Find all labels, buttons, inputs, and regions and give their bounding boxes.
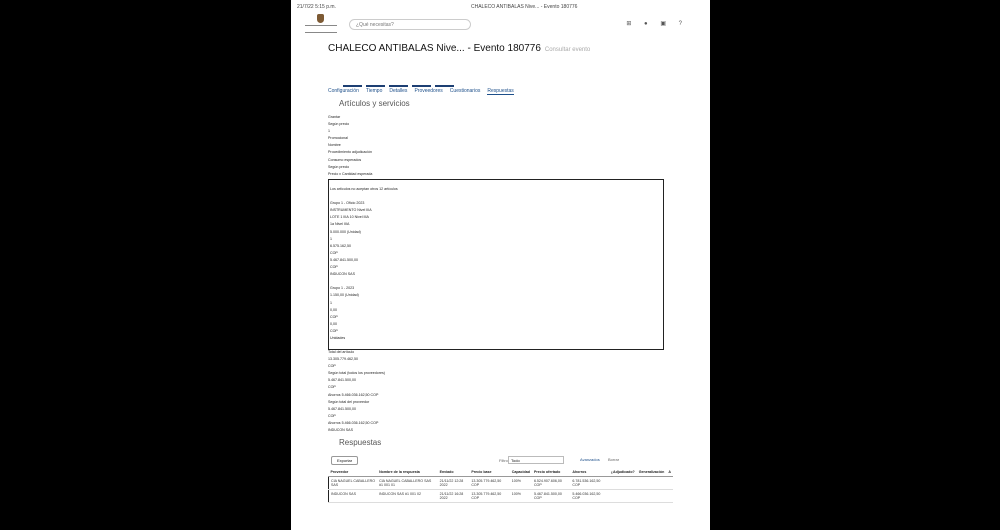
text-line: INSTRUMENTO Nivel IIIA: [330, 208, 372, 213]
table-cell: 100%: [510, 477, 532, 490]
progress-step: [412, 85, 431, 87]
table-cell: [609, 477, 637, 490]
table-cell: CIA NAGUEL CABALLERO SAS #1 001 01: [377, 477, 438, 490]
text-line: Según precio: [328, 122, 350, 127]
table-cell: [666, 477, 673, 490]
text-line: Según total del proveedor: [328, 399, 370, 404]
text-line: COP: [330, 265, 338, 270]
text-line: Precio x Cantidad esperada: [328, 171, 373, 176]
column-header[interactable]: Precio base: [469, 468, 509, 477]
tab-cuestionarios[interactable]: Cuestionarios: [449, 88, 481, 94]
tab-detalles[interactable]: Detalles: [389, 88, 408, 94]
table-cell: 6.781.536.162,50 COP: [570, 477, 608, 490]
text-line: Según total (todos los proveedores): [328, 371, 385, 376]
progress-step: [389, 85, 408, 87]
search-input[interactable]: ¿Qué necesitas?: [349, 19, 471, 30]
progress-step: [435, 85, 454, 87]
text-line: COP: [328, 413, 336, 418]
help-icon[interactable]: ?: [678, 21, 682, 27]
table-cell: [637, 477, 667, 490]
text-line: 5.000.000 (Unidad): [330, 229, 361, 234]
tab-proveedores[interactable]: Proveedores: [414, 88, 443, 94]
text-line: 5.467.841.500,00: [328, 378, 356, 383]
text-line: Nombre: [328, 143, 341, 148]
table-cell[interactable]: CIA NAGUEL CABALLERO SAS: [329, 477, 378, 490]
table-cell: [637, 490, 667, 503]
text-line: 13.305.779.462,50: [328, 357, 358, 362]
text-line: COP: [328, 364, 336, 369]
articles-detail-box: [328, 179, 664, 350]
header-icons: [615, 20, 682, 27]
column-header[interactable]: Generalización: [637, 468, 667, 477]
table-cell: 21/11/22 12:28 2022: [438, 477, 470, 490]
table-cell: 21/11/22 16:28 2022: [438, 490, 470, 503]
text-line: COP: [328, 385, 336, 390]
text-line: COP: [330, 328, 338, 333]
table-cell: 5.467.841.500,00 COP: [532, 490, 570, 503]
text-line: COP: [330, 250, 338, 255]
text-line: 5.467.841.500,00: [328, 406, 356, 411]
text-line: 1: [328, 129, 330, 134]
text-line: Grupo 1 - Oficio 2023: [330, 201, 365, 206]
organization-logo[interactable]: [305, 14, 337, 32]
page-subtitle[interactable]: Consultar evento: [544, 47, 591, 53]
text-line: 1: [330, 236, 332, 241]
table-cell: INDUCON SAS #1 001 02: [377, 490, 438, 503]
advanced-button[interactable]: Avanzados: [580, 457, 600, 462]
table-cell: 13.305.779.462,50 COP: [469, 490, 509, 503]
text-line: Los artículos no aceptan otros 12 artículos: [330, 187, 398, 191]
text-line: Ahorros 5.466.036.162,50 COP: [328, 420, 379, 425]
column-header[interactable]: Nombre de la respuesta: [377, 468, 438, 477]
filter-select[interactable]: Todo: [508, 456, 564, 464]
table-cell: 100%: [510, 490, 532, 503]
table-cell: 13.305.779.462,50 COP: [469, 477, 509, 490]
table-cell[interactable]: INDUCON SAS: [329, 490, 378, 503]
responses-heading: Respuestas: [339, 438, 382, 447]
text-line: Consumo esperados: [328, 157, 362, 162]
cart-icon[interactable]: ▣: [660, 21, 666, 27]
text-line: COP: [330, 314, 338, 319]
articles-heading: Artículos y servicios: [339, 99, 410, 108]
table-cell: 6.524.907.606,00 COP: [532, 477, 570, 490]
table-row[interactable]: [329, 477, 674, 490]
progress-step: [366, 85, 385, 87]
text-line: 1a Nivel IIIA: [330, 222, 350, 227]
text-line: [330, 193, 398, 200]
column-header[interactable]: Precio ofertado: [532, 468, 570, 477]
user-icon[interactable]: ●: [644, 21, 648, 27]
text-line: 1.150,00 (Unidad): [330, 293, 359, 298]
articles-summary: [328, 114, 372, 178]
text-line: 0,00: [330, 307, 337, 312]
text-line: Ahorros 5.466.036.162,50 COP: [328, 392, 379, 397]
page-title: CHALECO ANTIBALAS Nive... - Evento 180776 Consultar evento: [328, 43, 591, 54]
articles-totals: [328, 349, 385, 434]
text-line: 6.575.162,50: [330, 243, 351, 248]
column-header[interactable]: Capacidad: [510, 468, 532, 477]
table-cell: [609, 490, 637, 503]
text-line: 0,00: [330, 321, 337, 326]
text-line: 5.467.841.500,00: [330, 257, 358, 262]
text-line: Promocional: [328, 136, 348, 141]
text-line: Total del artículo: [328, 350, 355, 354]
language-icon[interactable]: ⊞: [626, 21, 632, 27]
table-cell: 5.466.036.162,50 COP: [570, 490, 608, 503]
table-row[interactable]: [329, 490, 674, 503]
text-line: LOTE 1 IIIA 10 Nivel IIIA: [330, 215, 369, 220]
tab-tiempo[interactable]: Tiempo: [365, 88, 383, 94]
text-line: Grupo 1 - 2023: [330, 286, 355, 291]
column-header[interactable]: A: [666, 468, 673, 477]
responses-table: [328, 468, 673, 503]
text-line: Según precio: [328, 164, 350, 169]
tab-configuración[interactable]: Configuración: [328, 88, 359, 94]
table-cell: [666, 490, 673, 503]
text-line: Procedimiento adjudicación: [328, 150, 372, 155]
text-line: INDUCON SAS: [330, 272, 355, 277]
column-header[interactable]: ¿Adjudicado?: [609, 468, 637, 477]
filter-label: Filtro: [499, 458, 508, 463]
text-line: Grantar: [328, 115, 341, 119]
tab-respuestas[interactable]: Respuestas: [487, 88, 514, 94]
print-doc-title: CHALECO ANTIBALAS Nive... - Evento 180776: [471, 4, 578, 10]
text-line: 1: [330, 300, 332, 305]
column-header[interactable]: Proveedor: [329, 468, 378, 477]
printed-page: [291, 0, 710, 530]
print-datetime: 21/7/22 5:15 p.m.: [297, 4, 336, 10]
text-line: Unidades: [330, 335, 346, 340]
text-line: INDUCON SAS: [328, 428, 353, 433]
tab-bar: [328, 88, 521, 94]
table-header-row: [329, 468, 674, 477]
crest-icon: [317, 14, 324, 23]
text-line: [330, 278, 398, 285]
progress-step: [343, 85, 362, 87]
responses-toolbar: [328, 456, 678, 468]
column-header[interactable]: Ahorros: [570, 468, 608, 477]
clear-button[interactable]: Borrar: [608, 457, 620, 462]
column-header[interactable]: Enviado: [438, 468, 470, 477]
export-button[interactable]: Exportar: [331, 456, 358, 465]
